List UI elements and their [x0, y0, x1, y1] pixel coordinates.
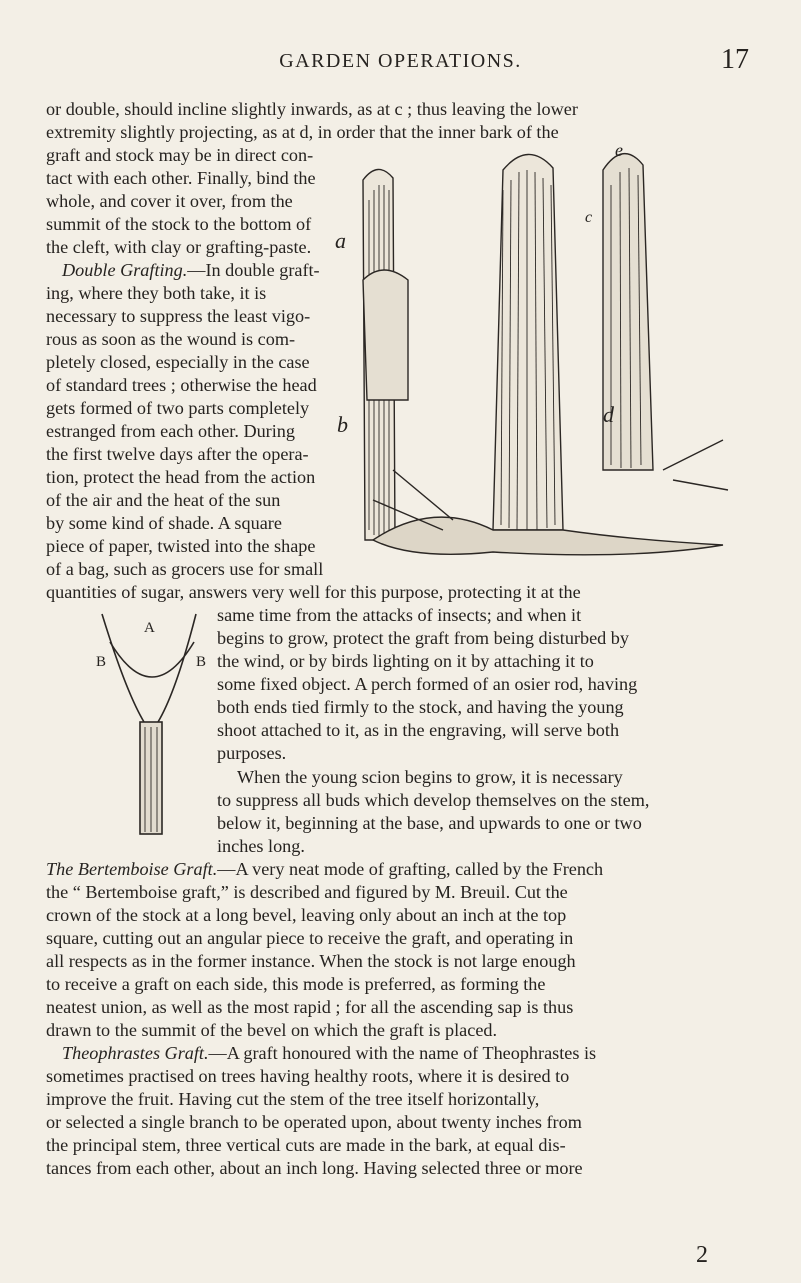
- text-line: of the air and the heat of the sun: [46, 490, 281, 510]
- text-line: or double, should incline slightly inwards, as at c ; thus leaving the lower: [46, 99, 578, 119]
- text-line: gets formed of two parts completely: [46, 398, 310, 418]
- text-line: rous as soon as the wound is com-: [46, 329, 296, 349]
- text-line: the first twelve days after the opera-: [46, 444, 309, 464]
- signature-mark: 2: [696, 1242, 708, 1268]
- text-line: to suppress all buds which develop themselves on the stem,: [217, 790, 650, 810]
- figure-label-b: b: [337, 412, 348, 437]
- text-line: pletely closed, especially in the case: [46, 352, 310, 372]
- text-line: extremity slightly projecting, as at d, in order that the inner bark of the: [46, 122, 559, 142]
- text-line: neatest union, as well as the most rapid ; for all the ascending sap is thus: [46, 997, 574, 1017]
- text-line: graft and stock may be in direct con-: [46, 145, 314, 165]
- section-heading: The Bertemboise Graft.: [46, 859, 218, 879]
- text-line: drawn to the summit of the bevel on which the graft is placed.: [46, 1020, 498, 1040]
- text-line: by some kind of shade. A square: [46, 513, 282, 533]
- text-line: the wind, or by birds lighting on it by attaching it to: [217, 651, 594, 671]
- text-line: tion, protect the head from the action: [46, 467, 316, 487]
- text-fragment: —In double graft-: [187, 260, 320, 280]
- text-line: of standard trees ; otherwise the head: [46, 375, 317, 395]
- text-line: of a bag, such as grocers use for small: [46, 559, 324, 579]
- text-line: both ends tied firmly to the stock, and having the young: [217, 697, 624, 717]
- text-line: estranged from each other. During: [46, 421, 295, 441]
- text-fragment: —A graft honoured with the name of Theophrastes is: [208, 1043, 597, 1063]
- running-header: GARDEN OPERATIONS.: [279, 50, 522, 72]
- text-line: tact with each other. Finally, bind the: [46, 168, 316, 188]
- text-line: some fixed object. A perch formed of an osier rod, having: [217, 674, 638, 694]
- text-line: below it, beginning at the base, and upwards to one or two: [217, 813, 642, 833]
- text-line: [62, 259, 326, 281]
- text-line: [62, 1042, 754, 1064]
- text-line: tances from each other, about an inch long. Having selected three or more: [46, 1158, 583, 1178]
- text-line: begins to grow, protect the graft from being disturbed by: [217, 628, 629, 648]
- figure-label-d: d: [603, 402, 614, 427]
- figure-label-e: e: [615, 140, 623, 160]
- text-line: shoot attached to it, as in the engraving, will serve both: [217, 720, 620, 740]
- text-line: same time from the attacks of insects; and when it: [217, 605, 582, 625]
- text-line: [46, 858, 754, 880]
- text-line: crown of the stock at a long bevel, leaving only about an inch at the top: [46, 905, 567, 925]
- text-line: When the young scion begins to grow, it is necessary: [237, 767, 623, 787]
- figure-label-B-right: B: [196, 654, 207, 670]
- cleft-graft-illustration: [333, 140, 731, 560]
- figure-label-B-left: B: [96, 654, 107, 670]
- text-line: ing, where they both take, it is: [46, 283, 267, 303]
- text-line: the “ Bertemboise graft,” is described and figured by M. Breuil. Cut the: [46, 882, 568, 902]
- text-line: to receive a graft on each side, this mode is preferred, as forming the: [46, 974, 546, 994]
- figure-label-A: A: [144, 620, 155, 636]
- text-line: summit of the stock to the bottom of: [46, 214, 312, 234]
- figure-label-a: a: [335, 228, 346, 253]
- page-number: 17: [721, 44, 749, 75]
- text-line: or selected a single branch to be operated upon, about twenty inches from: [46, 1112, 582, 1132]
- text-line: square, cutting out an angular piece to receive the graft, and operating in: [46, 928, 574, 948]
- text-line: inches long.: [217, 836, 305, 856]
- text-line: the principal stem, three vertical cuts are made in the bark, at equal dis-: [46, 1135, 566, 1155]
- text-fragment: —A very neat mode of grafting, called by the French: [217, 859, 604, 879]
- section-heading: Double Grafting.: [62, 260, 188, 280]
- section-heading: Theophrastes Graft.: [62, 1043, 209, 1063]
- text-line: all respects as in the former instance. When the stock is not large enough: [46, 951, 576, 971]
- text-line: purposes.: [217, 743, 287, 763]
- text-line: whole, and cover it over, from the: [46, 191, 293, 211]
- text-line: necessary to suppress the least vigo-: [46, 306, 311, 326]
- figure-label-c: c: [585, 209, 593, 226]
- text-line: quantities of sugar, answers very well for this purpose, protecting it at the: [46, 582, 581, 602]
- text-line: sometimes practised on trees having healthy roots, where it is desired to: [46, 1066, 570, 1086]
- text-line: the cleft, with clay or grafting-paste.: [46, 237, 312, 257]
- perch-support-illustration: [96, 602, 208, 842]
- text-line: piece of paper, twisted into the shape: [46, 536, 316, 556]
- text-line: improve the fruit. Having cut the stem of the tree itself horizontally,: [46, 1089, 540, 1109]
